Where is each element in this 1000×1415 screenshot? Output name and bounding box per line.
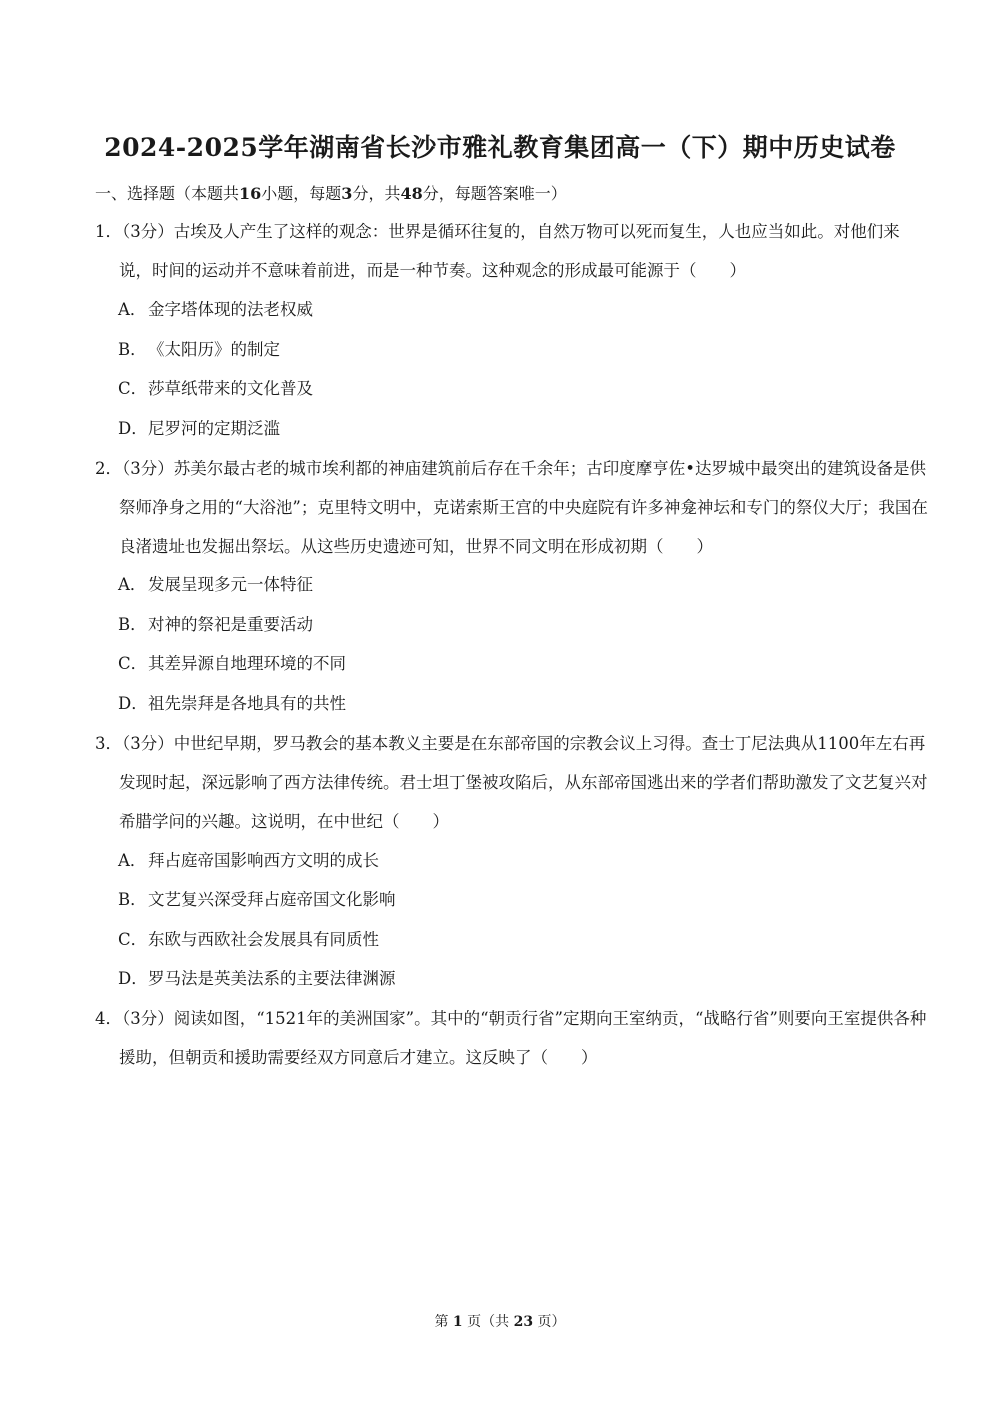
option-2b [118,613,313,637]
question-number: 3． [95,734,122,753]
question-2 [95,449,931,566]
option-letter: C． [118,930,148,949]
option-text: 《太阳历》的制定 [148,340,280,359]
option-text: 东欧与西欧社会发展具有同质性 [148,930,379,949]
option-2d [118,692,346,716]
question-1 [95,212,931,290]
option-3a [118,849,379,873]
option-1b [118,338,280,362]
footer-total-pages: 23 [513,1314,534,1330]
footer-suffix: 页） [537,1314,566,1330]
option-2a [118,573,313,597]
page-title: 2024-2025学年湖南省长沙市雅礼教育集团高一（下）期中历史试卷 [104,133,896,162]
option-text: 罗马法是英美法系的主要法律渊源 [148,969,396,988]
option-letter: C． [118,654,148,673]
section-prefix: 一、选择题（本题共 [95,184,240,203]
section-heading [95,181,567,204]
question-3 [95,724,931,841]
option-text: 莎草纸带来的文化普及 [148,379,313,398]
section-count: 16 [239,184,262,203]
question-text: （3分）苏美尔最古老的城市埃利都的神庙建筑前后存在千余年；古印度摩亨佐•达罗城中最突出的建筑设备是供祭师净身之用的“大浴池”；克里特文明中，克诺索斯王宫的中央庭院有许多神龛神坛和专门的祭仪大厅；我国在良渚遗址也发掘出祭坛。从这些历史遗迹可知，世界不同文明在形成初期（ ） [119,459,928,556]
question-number: 2． [95,459,122,478]
option-letter: B． [118,340,147,359]
section-suffix: 分，每题答案唯一） [422,184,567,203]
footer-prefix: 第 [434,1314,449,1330]
question-text: （3分）阅读如图，“1521年的美洲国家”。其中的“朝贡行省”定期向王室纳贡，“战略行省”则要向王室提供各种援助，但朝贡和援助需要经双方同意后才建立。这反映了（ ） [119,1009,927,1067]
option-3c [118,928,379,952]
option-letter: D． [118,969,148,988]
option-text: 金字塔体现的法老权威 [148,300,313,319]
question-text: （3分）古埃及人产生了这样的观念：世界是循环往复的，自然万物可以死而复生，人也应当如此。对他们来说，时间的运动并不意味着前进，而是一种节奏。这种观念的形成最可能源于（ ） [119,222,900,280]
option-1d [118,417,280,441]
option-3d [118,967,396,991]
section-points: 3 [341,184,353,203]
section-mid1: 小题，每题 [261,184,342,203]
option-letter: C． [118,379,148,398]
section-total: 48 [400,184,423,203]
question-number: 4． [95,1009,122,1028]
question-number: 1． [95,222,122,241]
option-letter: A． [118,575,147,594]
question-4 [95,999,931,1077]
option-text: 发展呈现多元一体特征 [148,575,313,594]
option-letter: D． [118,694,148,713]
option-letter: B． [118,615,147,634]
option-3b [118,888,396,912]
option-letter: D． [118,419,148,438]
section-mid2: 分，共 [352,184,401,203]
option-text: 对神的祭祀是重要活动 [148,615,313,634]
footer-page-number: 1 [452,1314,463,1330]
option-text: 尼罗河的定期泛滥 [148,419,280,438]
option-text: 其差异源自地理环境的不同 [148,654,346,673]
option-text: 拜占庭帝国影响西方文明的成长 [148,851,379,870]
page-footer [0,1311,1000,1331]
option-text: 祖先崇拜是各地具有的共性 [148,694,346,713]
option-text: 文艺复兴深受拜占庭帝国文化影响 [148,890,396,909]
footer-mid: 页（共 [467,1314,510,1330]
option-1c [118,377,313,401]
option-1a [118,298,313,322]
option-2c [118,652,346,676]
option-letter: B． [118,890,147,909]
question-text: （3分）中世纪早期，罗马教会的基本教义主要是在东部帝国的宗教会议上习得。查士丁尼法典从1100年左右再发现时起，深远影响了西方法律传统。君士坦丁堡被攻陷后，从东部帝国逃出来的学者们帮助激发了文艺复兴对希腊学问的兴趣。这说明，在中世纪（ ） [119,734,928,831]
option-letter: A． [118,300,147,319]
option-letter: A． [118,851,147,870]
